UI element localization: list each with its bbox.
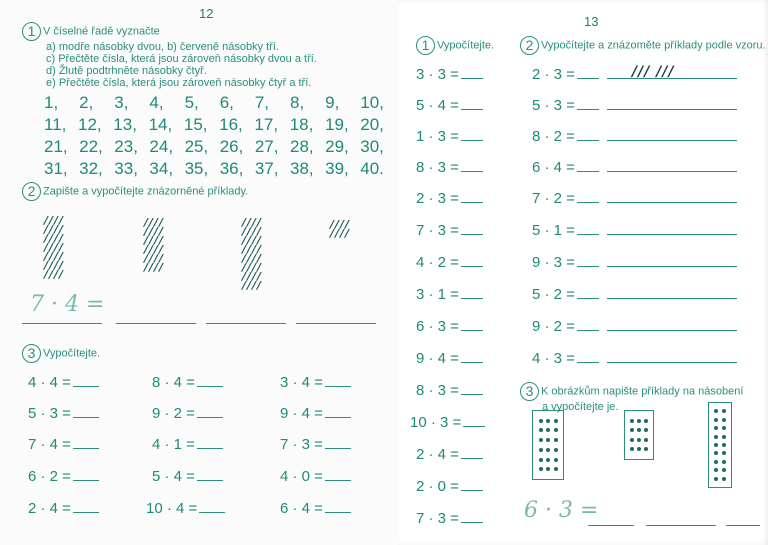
dot (546, 419, 550, 423)
equation: 2 · 0 = (416, 478, 483, 495)
number-row (44, 114, 384, 136)
answer-blank[interactable] (73, 500, 99, 513)
dot (714, 451, 718, 455)
equation: 3 · 4 = (280, 374, 351, 391)
equation: 4 · 1 = (152, 436, 223, 453)
equation: 10 · 4 = (146, 500, 225, 517)
instruction-line: e) Přečtěte čísla, která jsou zároveň násobky čtyř a tří. (46, 77, 312, 89)
number-cell[interactable]: 33, (114, 159, 138, 178)
dot (539, 419, 543, 423)
tally-group-1: //// //// //// //// //// //// //// (44, 214, 65, 281)
answer-blank[interactable] (461, 128, 483, 141)
number-cell[interactable]: 1, (44, 93, 59, 112)
number-row (44, 92, 384, 114)
answer-blank[interactable] (577, 286, 599, 299)
drawing-line[interactable] (607, 254, 737, 267)
answer-blank[interactable] (461, 350, 483, 363)
equation: 3 · 3 = (416, 66, 483, 83)
answer-blank[interactable] (325, 374, 351, 387)
answer-blank[interactable] (73, 374, 99, 387)
equation: 1 · 3 = (416, 128, 483, 145)
instruction-line: a) modře násobky dvou, b) červeně násobky tří. (46, 41, 279, 53)
dot (714, 435, 718, 439)
handwritten-answer: 6 · 3 = (524, 498, 599, 523)
dot (554, 428, 558, 432)
number-cell[interactable]: 20, (360, 115, 384, 134)
drawing-line[interactable] (607, 128, 737, 141)
equation: 7 · 2 = (532, 190, 737, 207)
answer-blank[interactable] (197, 468, 223, 481)
exercise-number: 3 (22, 344, 41, 363)
answer-blank[interactable] (461, 190, 483, 203)
equation: 3 · 1 = (416, 286, 483, 303)
equation: 5 · 2 = (532, 286, 737, 303)
dot (554, 448, 558, 452)
exercise-number: 1 (22, 22, 41, 41)
dot (539, 428, 543, 432)
answer-blank[interactable] (73, 436, 99, 449)
equation: 8 · 3 = (416, 382, 483, 399)
number-cell[interactable]: 26, (219, 137, 244, 156)
number-cell[interactable]: 37, (254, 159, 279, 178)
dot (546, 438, 550, 442)
answer-blank[interactable] (296, 322, 376, 324)
equation: 10 · 3 = (410, 414, 485, 431)
answer-blank[interactable] (116, 322, 196, 324)
number-cell[interactable]: 13, (113, 115, 137, 134)
equation: 9 · 3 = (532, 254, 737, 271)
dot (539, 458, 543, 462)
answer-blank[interactable] (73, 405, 99, 418)
instruction-line: d) Žlutě podtrhněte násobky čtyř. (46, 65, 207, 77)
exercise-title: K obrázkům napište příklady na násobení (541, 385, 744, 398)
tally-group-2: //// //// //// //// //// //// (144, 216, 165, 274)
number-cell[interactable]: 23, (114, 137, 138, 156)
number-cell[interactable]: 29, (325, 137, 349, 156)
dot (722, 477, 726, 481)
instruction-line: V číselné řadě vyznačte (43, 25, 160, 38)
answer-blank[interactable] (577, 159, 599, 172)
number-cell[interactable]: 6, (219, 93, 234, 112)
drawing-line[interactable] (607, 159, 737, 172)
number-cell[interactable]: 17, (254, 115, 279, 134)
number-cell[interactable]: 24, (149, 137, 174, 156)
equation: 2 · 4 = (416, 446, 483, 463)
dot (539, 467, 543, 471)
drawing-line[interactable] (607, 318, 737, 331)
equation: 4 · 0 = (280, 468, 351, 485)
dot (546, 467, 550, 471)
equation: 5 · 4 = (416, 97, 483, 114)
exercise-title: Vypočítejte a znázoměte příklady podle vzoru. (541, 39, 766, 52)
dot-picture (708, 402, 732, 488)
answer-blank[interactable] (197, 436, 223, 449)
instruction-line: c) Přečtěte čísla, která jsou zároveň násobky dvou a tří. (46, 53, 317, 65)
equation: 4 · 2 = (416, 254, 483, 271)
answer-blank[interactable] (461, 382, 483, 395)
dot (637, 438, 641, 442)
number-cell[interactable]: 31, (44, 159, 68, 178)
equation: 2 · 3 = (532, 66, 737, 83)
number-cell[interactable]: 12, (78, 115, 102, 134)
number-cell[interactable]: 14, (148, 115, 173, 134)
dot (630, 419, 634, 423)
equation: 5 · 1 = (532, 222, 737, 239)
equation: 2 · 3 = (416, 190, 483, 207)
answer-blank[interactable] (588, 524, 634, 526)
dot (637, 419, 641, 423)
answer-blank[interactable] (461, 97, 483, 110)
exercise-number: 2 (520, 36, 539, 55)
dot (722, 409, 726, 413)
number-cell[interactable]: 7, (254, 93, 270, 112)
answer-blank[interactable] (577, 97, 599, 110)
answer-blank[interactable] (577, 318, 599, 331)
dot (630, 428, 634, 432)
exercise-number: 2 (22, 182, 41, 201)
dot (546, 458, 550, 462)
dot (644, 438, 648, 442)
answer-blank[interactable] (577, 222, 599, 235)
answer-blank[interactable] (461, 159, 483, 172)
drawing-line[interactable] (607, 222, 737, 235)
number-row (44, 136, 384, 158)
dot (554, 467, 558, 471)
answer-blank[interactable] (463, 414, 485, 427)
exercise-number: 1 (416, 36, 435, 55)
exercise-title: Vypočítejte. (437, 39, 495, 52)
number-row (44, 158, 384, 180)
equation: 9 · 4 = (416, 350, 483, 367)
number-cell[interactable]: 18, (289, 115, 314, 134)
equation: 6 · 4 = (280, 500, 351, 517)
dot (554, 438, 558, 442)
answer-blank[interactable] (461, 446, 483, 459)
answer-blank[interactable] (577, 66, 599, 79)
equation: 7 · 3 = (416, 222, 483, 239)
equation: 8 · 4 = (152, 374, 223, 391)
equation: 6 · 3 = (416, 318, 483, 335)
answer-blank[interactable] (577, 190, 599, 203)
equation: 4 · 3 = (532, 350, 737, 367)
answer-blank[interactable] (461, 66, 483, 79)
number-cell[interactable]: 8, (289, 93, 305, 112)
answer-blank[interactable] (726, 524, 760, 526)
exercise-title: Zapište a vypočítejte znázorněné příklady. (43, 185, 249, 198)
dot (644, 419, 648, 423)
dot (722, 468, 726, 472)
number-cell[interactable]: 34, (149, 159, 174, 178)
equation: 5 · 3 = (28, 405, 99, 422)
answer-blank[interactable] (461, 478, 483, 491)
equation: 7 · 3 = (280, 436, 351, 453)
dot (714, 426, 718, 430)
right-page (398, 0, 768, 545)
answer-blank[interactable] (646, 524, 716, 526)
drawing-line[interactable] (607, 350, 737, 363)
number-cell[interactable]: 22, (79, 137, 103, 156)
equation: 6 · 4 = (532, 159, 737, 176)
handwritten-answer: 7 · 4 = (30, 292, 105, 317)
equation: 9 · 2 = (532, 318, 737, 335)
number-cell[interactable]: 30, (360, 137, 384, 156)
exercise-2-title (22, 182, 248, 201)
dot (539, 448, 543, 452)
number-cell[interactable]: 36, (219, 159, 244, 178)
equation: 7 · 3 = (416, 510, 483, 527)
page-number-right: 13 (584, 14, 599, 29)
number-cell[interactable]: 35, (184, 159, 209, 178)
dot (546, 448, 550, 452)
drawing-line[interactable] (607, 97, 737, 110)
equation: 5 · 4 = (152, 468, 223, 485)
answer-blank[interactable] (577, 128, 599, 141)
exercise-title: a vypočítejte je. (542, 401, 619, 413)
answer-blank[interactable] (199, 500, 225, 513)
number-cell[interactable]: 38, (289, 159, 314, 178)
number-cell[interactable]: 3, (114, 93, 129, 112)
answer-blank[interactable] (73, 468, 99, 481)
dot (644, 428, 648, 432)
dot (722, 418, 726, 422)
equation: 5 · 3 = (532, 97, 737, 114)
equation: 8 · 3 = (416, 159, 483, 176)
dot (714, 460, 718, 464)
drawing-line[interactable] (607, 190, 737, 203)
number-cell[interactable]: 27, (254, 137, 279, 156)
answer-blank[interactable] (461, 510, 483, 523)
answer-blank[interactable] (325, 405, 351, 418)
equation: 6 · 2 = (28, 468, 99, 485)
number-cell[interactable]: 39, (325, 159, 349, 178)
number-cell[interactable]: 28, (289, 137, 314, 156)
dot (630, 447, 634, 451)
dot (722, 435, 726, 439)
answer-blank[interactable] (206, 322, 286, 324)
answer-blank[interactable] (325, 436, 351, 449)
equation: 9 · 2 = (152, 405, 223, 422)
exercise-2-title (520, 36, 766, 55)
answer-blank[interactable] (325, 500, 351, 513)
number-cell[interactable]: 19, (324, 115, 349, 134)
dot (637, 447, 641, 451)
answer-blank[interactable] (461, 222, 483, 235)
dot (714, 443, 718, 447)
sample-tally-marks: /// /// (632, 64, 675, 80)
equation: 7 · 4 = (28, 436, 99, 453)
exercise-title: Vypočítejte. (43, 347, 101, 360)
dot-picture (624, 410, 654, 460)
exercise-1-instructions (22, 22, 317, 89)
dot-picture (532, 410, 564, 480)
number-cell[interactable]: 15, (183, 115, 208, 134)
answer-blank[interactable] (197, 405, 223, 418)
dot (714, 409, 718, 413)
equation: 2 · 4 = (28, 500, 99, 517)
dot (554, 458, 558, 462)
dot (554, 419, 558, 423)
number-grid (44, 92, 384, 180)
exercise-1-title (416, 36, 494, 55)
number-cell[interactable]: 32, (79, 159, 103, 178)
dot (714, 418, 718, 422)
answer-blank[interactable] (577, 254, 599, 267)
page-number-left: 12 (199, 6, 214, 21)
equation: 9 · 4 = (280, 405, 351, 422)
equation: 4 · 4 = (28, 374, 99, 391)
answer-blank[interactable] (461, 286, 483, 299)
number-cell[interactable]: 25, (184, 137, 209, 156)
answer-blank[interactable] (461, 254, 483, 267)
number-cell[interactable]: 5, (184, 93, 199, 112)
answer-blank[interactable] (197, 374, 223, 387)
number-cell[interactable]: 21, (44, 137, 68, 156)
dot (714, 477, 718, 481)
dot (722, 443, 726, 447)
dot (637, 428, 641, 432)
tally-group-3: //// //// //// //// //// //// //// //// (242, 216, 263, 292)
dot (539, 438, 543, 442)
exercise-number: 3 (520, 382, 539, 401)
answer-blank[interactable] (22, 322, 102, 324)
number-cell[interactable]: 9, (325, 93, 340, 112)
number-cell[interactable]: 40. (360, 159, 384, 178)
dot (722, 426, 726, 430)
number-cell[interactable]: 11, (44, 115, 67, 134)
answer-blank[interactable] (577, 350, 599, 363)
equation: 8 · 2 = (532, 128, 737, 145)
tally-group-4: //// //// (330, 218, 351, 240)
dot (644, 447, 648, 451)
dot (722, 460, 726, 464)
exercise-3-title (22, 344, 100, 363)
answer-blank[interactable] (325, 468, 351, 481)
dot (630, 438, 634, 442)
number-cell[interactable]: 4, (149, 93, 164, 112)
number-cell[interactable]: 2, (79, 93, 94, 112)
dot (714, 468, 718, 472)
dot (722, 451, 726, 455)
answer-blank[interactable] (461, 318, 483, 331)
number-cell[interactable]: 16, (219, 115, 243, 134)
dot (546, 428, 550, 432)
drawing-line[interactable] (607, 286, 737, 299)
number-cell[interactable]: 10, (360, 93, 384, 112)
